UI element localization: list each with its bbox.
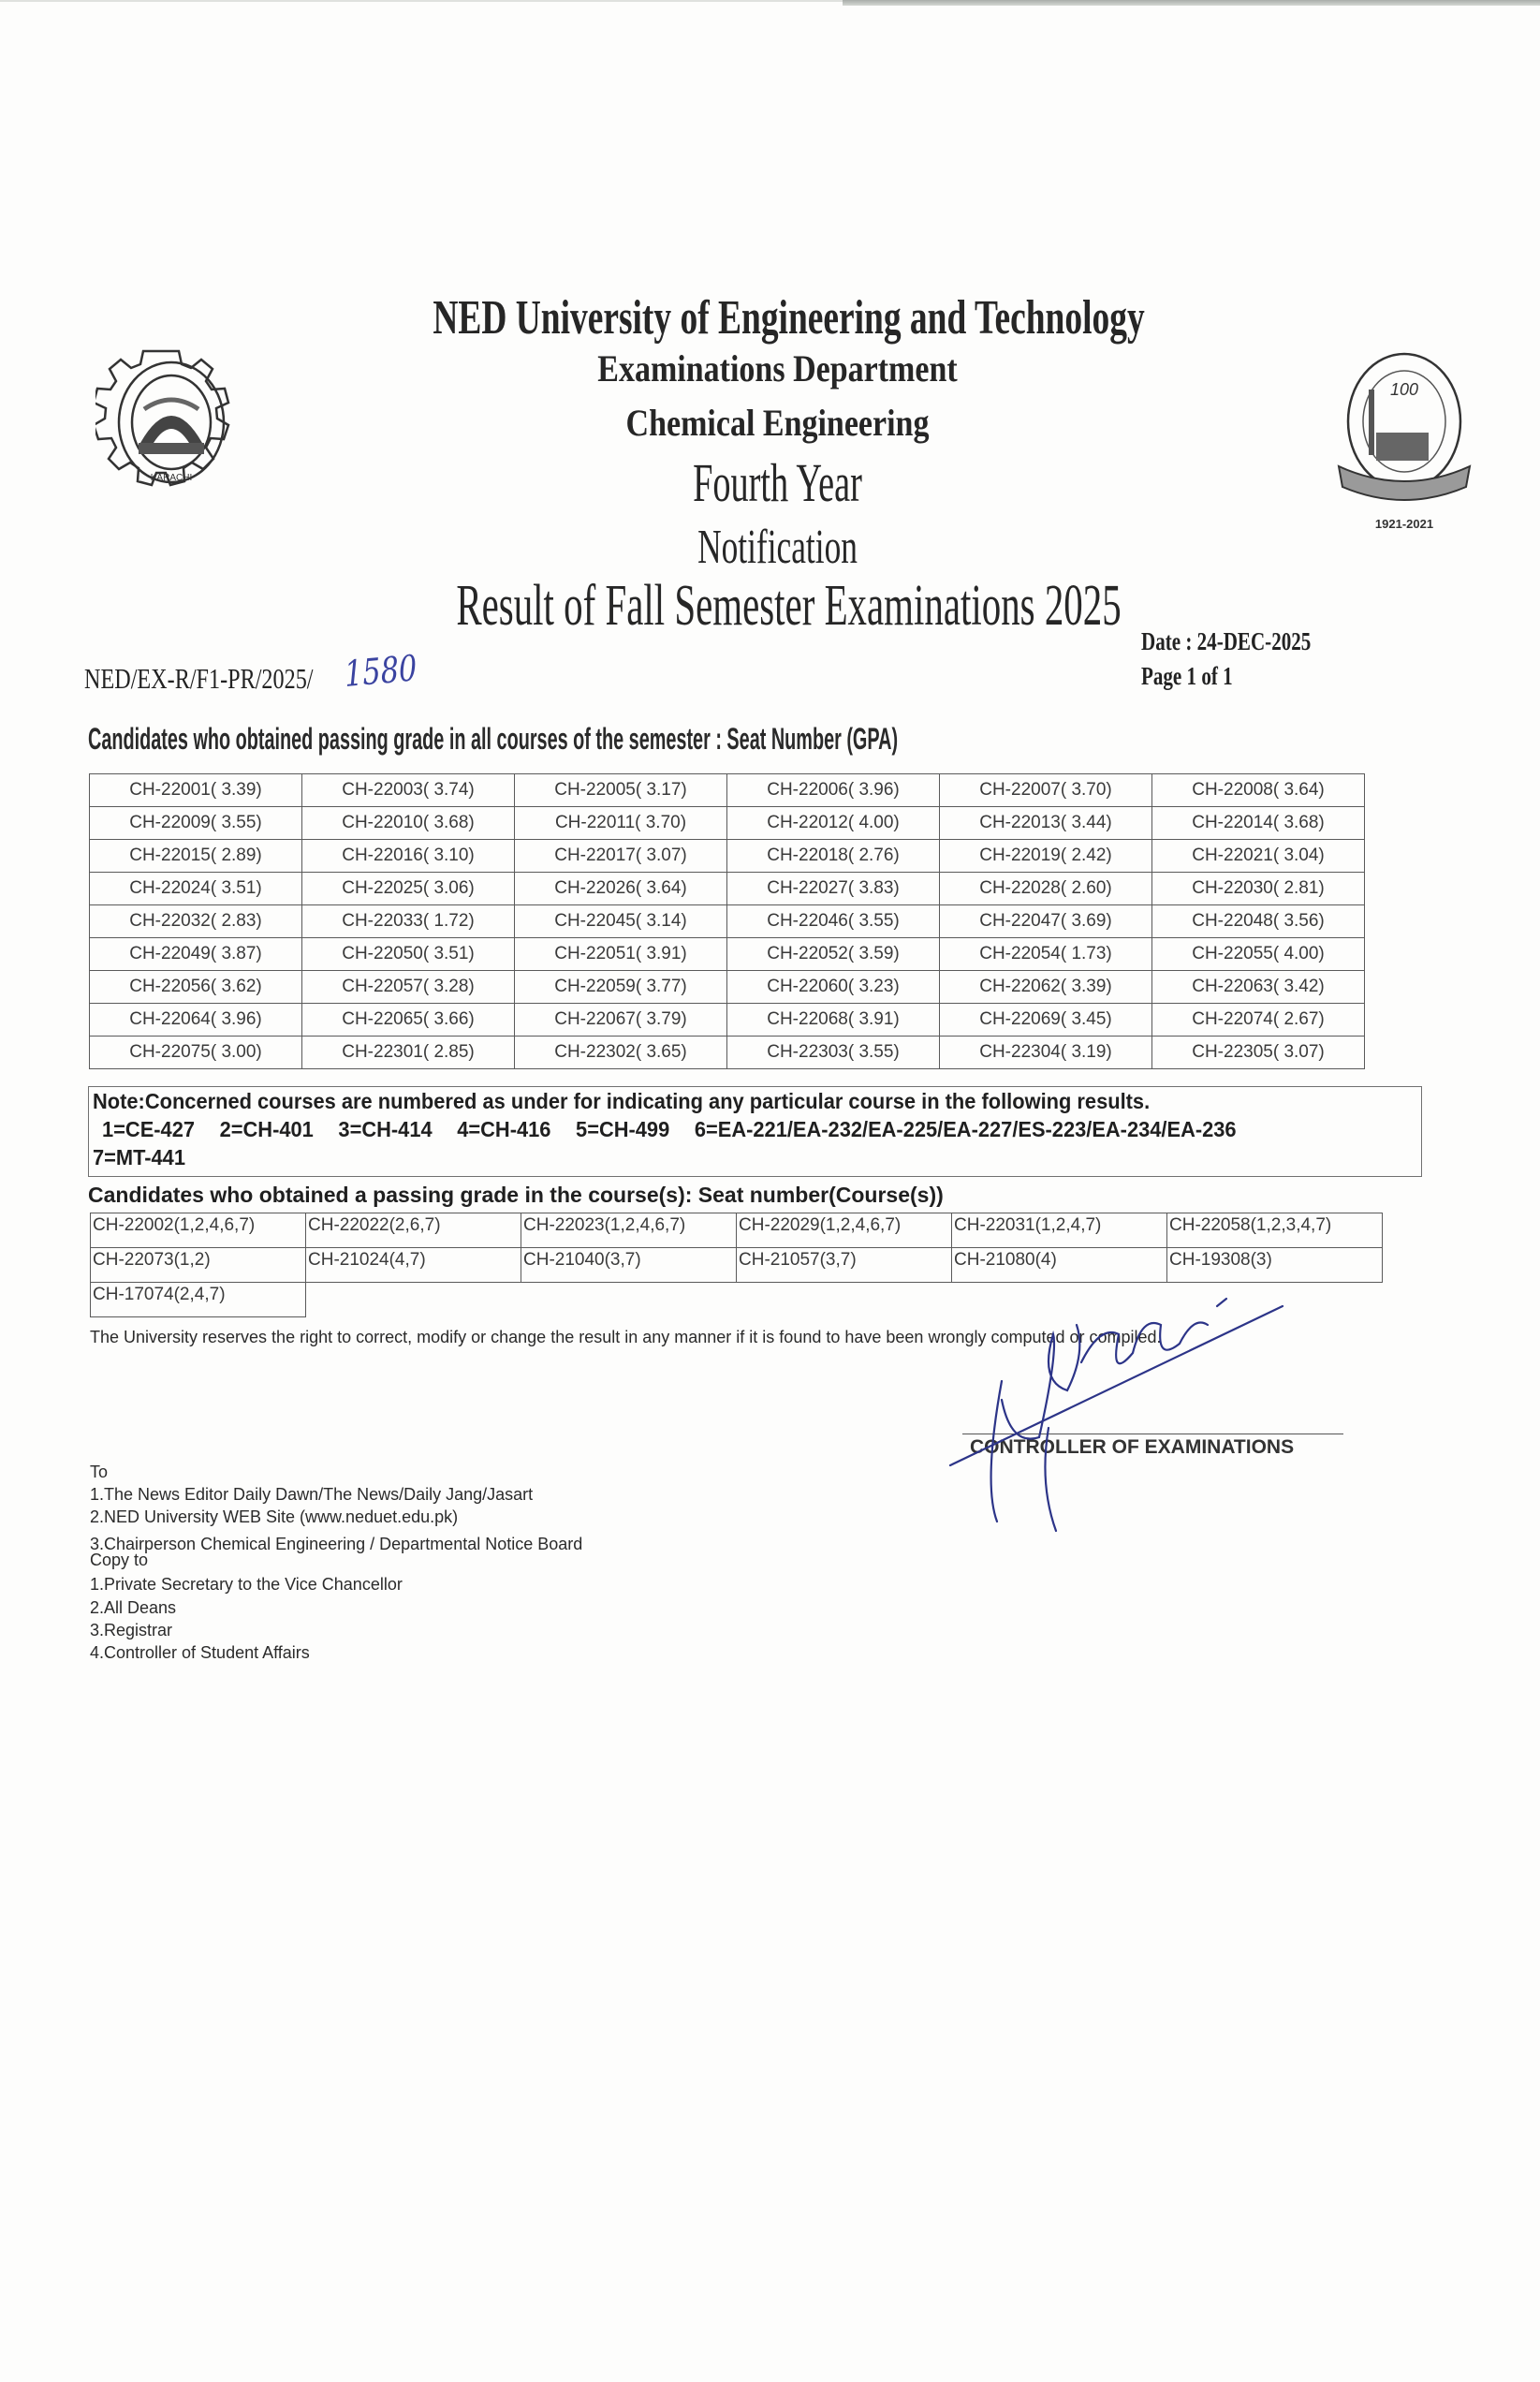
seat-courses-cell: CH-21057(3,7) (737, 1248, 952, 1283)
scan-border (0, 0, 843, 2)
seat-gpa-cell: CH-22056( 3.62) (90, 971, 302, 1004)
partial-pass-heading: Candidates who obtained a passing grade in the course(s): Seat number(Course(s)) (88, 1183, 944, 1207)
seat-courses-cell: CH-22029(1,2,4,6,7) (737, 1213, 952, 1248)
seat-gpa-cell: CH-22059( 3.77) (515, 971, 727, 1004)
seat-courses-cell: CH-22058(1,2,3,4,7) (1167, 1213, 1383, 1248)
seat-gpa-cell: CH-22304( 3.19) (940, 1037, 1152, 1069)
recipient: 2.NED University WEB Site (www.neduet.edu.pk) (90, 1507, 459, 1526)
seat-gpa-cell: CH-22067( 3.79) (515, 1004, 727, 1037)
seat-gpa-cell: CH-22026( 3.64) (515, 873, 727, 905)
seat-courses-cell: CH-22073(1,2) (91, 1248, 306, 1283)
seat-gpa-cell: CH-22033( 1.72) (302, 905, 515, 938)
table-row (90, 807, 1365, 840)
seat-gpa-cell: CH-22007( 3.70) (940, 774, 1152, 807)
seat-gpa-cell: CH-22017( 3.07) (515, 840, 727, 873)
table-row (90, 774, 1365, 807)
table-row (91, 1213, 1383, 1248)
course-code: 2=CH-401 (219, 1117, 314, 1141)
seat-gpa-cell: CH-22055( 4.00) (1152, 938, 1365, 971)
course-code: 3=CH-414 (338, 1117, 433, 1141)
seat-courses-cell: CH-21024(4,7) (306, 1248, 521, 1283)
seat-gpa-cell: CH-22074( 2.67) (1152, 1004, 1365, 1037)
seat-gpa-cell: CH-22006( 3.96) (727, 774, 940, 807)
seat-gpa-cell: CH-22065( 3.66) (302, 1004, 515, 1037)
seat-gpa-cell: CH-22054( 1.73) (940, 938, 1152, 971)
seat-gpa-cell: CH-22303( 3.55) (727, 1037, 940, 1069)
course-code: 1=CE-427 (102, 1117, 196, 1141)
all-pass-heading: Candidates who obtained passing grade in all courses of the semester : Seat Number (GPA) (88, 722, 899, 756)
course-code: 7=MT-441 (93, 1145, 185, 1169)
signature-icon (946, 1297, 1386, 1540)
seat-gpa-cell: CH-22062( 3.39) (940, 971, 1152, 1004)
seat-gpa-cell: CH-22010( 3.68) (302, 807, 515, 840)
seat-courses-cell: CH-17074(2,4,7) (91, 1283, 306, 1317)
seat-gpa-cell: CH-22025( 3.06) (302, 873, 515, 905)
seat-gpa-cell: CH-22049( 3.87) (90, 938, 302, 971)
seat-gpa-cell: CH-22013( 3.44) (940, 807, 1152, 840)
seat-courses-cell: CH-22023(1,2,4,6,7) (521, 1213, 737, 1248)
seat-gpa-cell: CH-22009( 3.55) (90, 807, 302, 840)
seat-gpa-cell: CH-22016( 3.10) (302, 840, 515, 873)
page-indicator: Page 1 of 1 (1141, 662, 1233, 690)
seat-gpa-cell: CH-22011( 3.70) (515, 807, 727, 840)
recipient: 1.The News Editor Daily Dawn/The News/Daily Jang/Jasart (90, 1485, 534, 1504)
seat-gpa-cell: CH-22045( 3.14) (515, 905, 727, 938)
date-line: Date : 24-DEC-2025 (1141, 627, 1312, 655)
seat-gpa-cell: CH-22014( 3.68) (1152, 807, 1365, 840)
seat-courses-cell: CH-21080(4) (952, 1248, 1167, 1283)
table-row (90, 905, 1365, 938)
seat-gpa-cell: CH-22060( 3.23) (727, 971, 940, 1004)
disclaimer: The University reserves the right to correct, modify or change the result in any manner if it is found to have been wrongly computed or compiled. (90, 1328, 1162, 1346)
table-row (90, 840, 1365, 873)
seat-gpa-cell: CH-22019( 2.42) (940, 840, 1152, 873)
seat-gpa-cell: CH-22012( 4.00) (727, 807, 940, 840)
result-title: Result of Fall Semester Examinations 2025 (456, 574, 1122, 638)
handwritten-ref-number: 1580 (343, 647, 418, 695)
year-title: Fourth Year (693, 452, 862, 513)
copy-recipient: 1.Private Secretary to the Vice Chancellor (90, 1575, 403, 1594)
seat-gpa-cell: CH-22075( 3.00) (90, 1037, 302, 1069)
copy-to-label: Copy to (90, 1551, 149, 1569)
seat-gpa-cell: CH-22301( 2.85) (302, 1037, 515, 1069)
scan-border (843, 0, 1540, 6)
seat-gpa-cell: CH-22046( 3.55) (727, 905, 940, 938)
seat-courses-cell: CH-22031(1,2,4,7) (952, 1213, 1167, 1248)
seat-gpa-cell: CH-22024( 3.51) (90, 873, 302, 905)
seat-courses-cell: CH-22022(2,6,7) (306, 1213, 521, 1248)
seat-gpa-cell: CH-22064( 3.96) (90, 1004, 302, 1037)
seat-gpa-cell: CH-22032( 2.83) (90, 905, 302, 938)
doc-type: Notification (697, 521, 858, 574)
seat-gpa-cell: CH-22069( 3.45) (940, 1004, 1152, 1037)
seat-courses-cell: CH-21040(3,7) (521, 1248, 737, 1283)
table-row (90, 1037, 1365, 1069)
seat-courses-cell: CH-19308(3) (1167, 1248, 1383, 1283)
table-row (91, 1248, 1383, 1283)
seat-gpa-cell: CH-22008( 3.64) (1152, 774, 1365, 807)
seat-gpa-cell: CH-22003( 3.74) (302, 774, 515, 807)
seat-gpa-cell: CH-22018( 2.76) (727, 840, 940, 873)
department-name: Examinations Department (597, 347, 958, 390)
seat-gpa-cell: CH-22057( 3.28) (302, 971, 515, 1004)
seat-gpa-cell: CH-22050( 3.51) (302, 938, 515, 971)
empty-cell (306, 1283, 521, 1317)
note-title: Note:Concerned courses are numbered as under for indicating any particular course in the following results. (93, 1089, 1151, 1113)
svg-text:100: 100 (1389, 380, 1419, 399)
empty-cell (737, 1283, 952, 1317)
seat-gpa-cell: CH-22048( 3.56) (1152, 905, 1365, 938)
seat-gpa-cell: CH-22021( 3.04) (1152, 840, 1365, 873)
copy-recipient: 2.All Deans (90, 1598, 177, 1617)
seat-gpa-cell: CH-22063( 3.42) (1152, 971, 1365, 1004)
course-code-map (102, 1117, 1261, 1142)
course-code: 5=CH-499 (576, 1117, 670, 1141)
seat-gpa-cell: CH-22001( 3.39) (90, 774, 302, 807)
table-row (90, 1004, 1365, 1037)
seat-gpa-cell: CH-22302( 3.65) (515, 1037, 727, 1069)
empty-cell (521, 1283, 737, 1317)
gpa-results-table (89, 773, 1365, 1069)
seat-gpa-cell: CH-22015( 2.89) (90, 840, 302, 873)
reference-number: NED/EX-R/F1-PR/2025/ (84, 662, 314, 695)
to-label: To (90, 1463, 109, 1481)
svg-text:1921-2021: 1921-2021 (1374, 517, 1434, 531)
course-note-box (88, 1086, 1422, 1177)
copy-recipient: 3.Registrar (90, 1621, 173, 1639)
seat-gpa-cell: CH-22068( 3.91) (727, 1004, 940, 1037)
table-row (90, 873, 1365, 905)
seat-courses-cell: CH-22002(1,2,4,6,7) (91, 1213, 306, 1248)
seat-gpa-cell: CH-22051( 3.91) (515, 938, 727, 971)
table-row (90, 938, 1365, 971)
seat-gpa-cell: CH-22030( 2.81) (1152, 873, 1365, 905)
seat-gpa-cell: CH-22028( 2.60) (940, 873, 1152, 905)
seat-gpa-cell: CH-22052( 3.59) (727, 938, 940, 971)
table-row (90, 971, 1365, 1004)
seat-gpa-cell: CH-22305( 3.07) (1152, 1037, 1365, 1069)
recipient: 3.Chairperson Chemical Engineering / Departmental Notice Board (90, 1535, 583, 1553)
controller-label: CONTROLLER OF EXAMINATIONS (970, 1436, 1295, 1458)
seat-gpa-cell: CH-22005( 3.17) (515, 774, 727, 807)
program-name: Chemical Engineering (625, 402, 930, 444)
svg-text:KARACHI: KARACHI (150, 473, 193, 483)
course-code: 4=CH-416 (457, 1117, 551, 1141)
course-code: 6=EA-221/EA-232/EA-225/EA-227/ES-223/EA-234/EA-236 (694, 1117, 1237, 1141)
university-name: NED University of Engineering and Technology (433, 291, 1145, 345)
copy-recipient: 4.Controller of Student Affairs (90, 1643, 310, 1662)
seat-gpa-cell: CH-22027( 3.83) (727, 873, 940, 905)
seat-gpa-cell: CH-22047( 3.69) (940, 905, 1152, 938)
